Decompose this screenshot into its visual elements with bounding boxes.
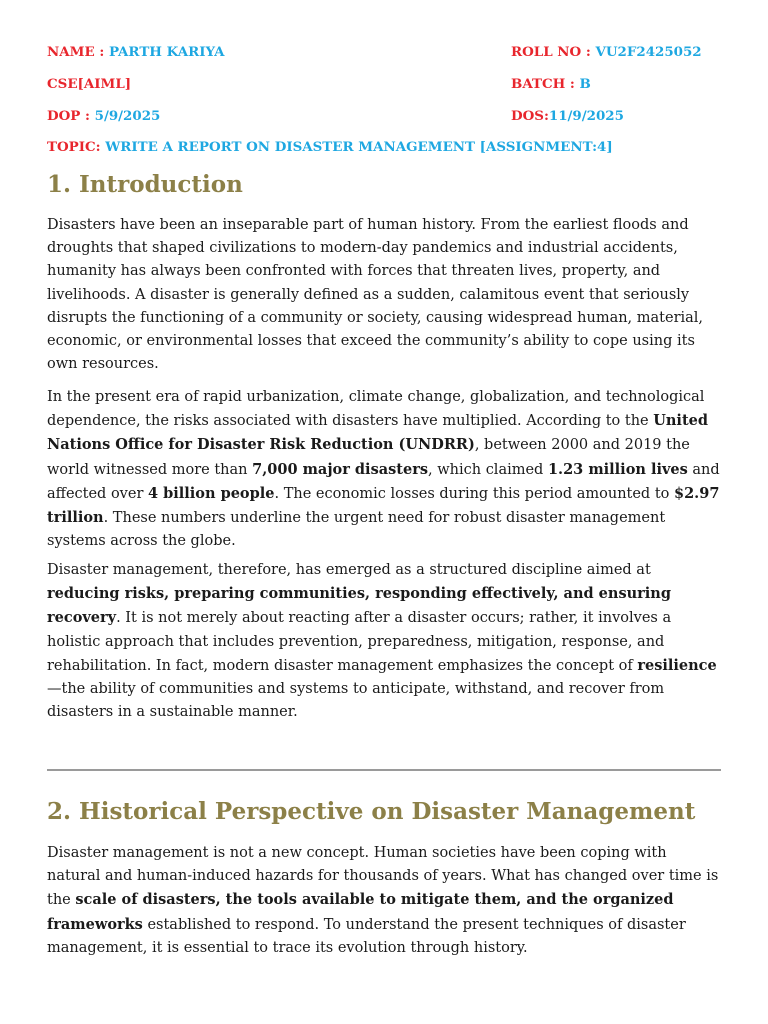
section-divider (47, 769, 721, 771)
resilience-emphasis: resilience (637, 656, 717, 674)
topic-value: WRITE A REPORT ON DISASTER MANAGEMENT [ASSIGNMENT:4] (105, 139, 613, 155)
header-row-topic (47, 137, 723, 157)
name-field: NAME : PARTH KARIYA (47, 44, 225, 60)
name-value: PARTH KARIYA (108, 44, 225, 60)
intro-paragraph-2: In the present era of rapid urbanization, climate change, globalization, and technological dependence, the risks associated with disasters have multiplied. According to the United Nations Office for Disaster Risk Reduction (UNDRR), between 2000 and 2019 the world witnessed more than 7,000 major disasters, which claimed 1.23 million lives and affected over 4 billion people. The economic losses during this period amounted to $2.97 trillion. These numbers underline the urgent need for robust disaster management systems across the globe. (47, 389, 720, 550)
section-1-heading: 1. Introduction (47, 171, 243, 198)
intro-paragraph-1: Disasters have been an inseparable part of human history. From the earliest floods and droughts that shaped civilizations to modern-day pandemics and industrial accidents, humanity has always been confronted with forces that threaten lives, property, and livelihoods. A disaster is generally defined as a sudden, calamitous event that seriously disrupts the functioning of a community or society, causing widespread human, material, economic, or environmental losses that exceed the community’s ability to cope using its own resources. (47, 217, 704, 373)
people-emphasis: 4 billion people (148, 484, 275, 502)
dop-field: DOP : 5/9/2025 (47, 108, 161, 124)
batch-value: B (579, 76, 591, 92)
dop-label: DOP (47, 108, 81, 124)
dos-field (511, 106, 624, 126)
header-row-branch (47, 74, 723, 94)
roll-field: ROLL NO : VU2F2425052 (511, 44, 702, 60)
branch-label: CSE[AIML] (47, 76, 132, 92)
dos-label: DOS: (511, 108, 549, 124)
undrr-emphasis: United Nations Office for Disaster Risk Reduction (UNDRR) (47, 412, 709, 454)
header-row-name (47, 42, 723, 62)
batch-label: BATCH (511, 76, 566, 92)
intro-paragraph-3: Disaster management, therefore, has emerged as a structured discipline aimed at reducing risks, preparing communities, responding effectively, and ensuring recovery. It is not merely about reacting after a disaster occurs; rather, it involves a holistic approach that includes prevention, preparedness, mitigation, response, and rehabilitation. In fact, modern disaster management emphasizes the concept of resilience—the ability of communities and systems to anticipate, withstand, and recover from disasters in a sustainable manner. (47, 562, 717, 721)
history-paragraph-1: Disaster management is not a new concept. Human societies have been coping with natural and human-induced hazards for thousands of years. What has changed over time is the scale of disasters, the tools available to mitigate them, and the organized frameworks established to respond. To understand the present techniques of disaster management, it is essential to trace its evolution through history. (47, 845, 719, 956)
dop-value: 5/9/2025 (94, 108, 161, 124)
topic-label: TOPIC: (47, 139, 101, 155)
scale-emphasis: scale of disasters, the tools available to mitigate them, and the organized frameworks (47, 891, 674, 933)
lives-emphasis: 1.23 million lives (547, 460, 688, 478)
roll-label: ROLL NO (511, 44, 582, 60)
header-row-dates (47, 106, 723, 126)
batch-field: BATCH : B (511, 76, 591, 92)
goals-emphasis: reducing risks, preparing communities, responding effectively, and ensuring recovery (47, 585, 671, 627)
dos-value: 11/9/2025 (548, 108, 624, 124)
losses-emphasis: $2.97 trillion (47, 484, 720, 527)
section-2-heading: 2. Historical Perspective on Disaster Management (47, 798, 696, 825)
disasters-count-emphasis: 7,000 major disasters (252, 460, 429, 478)
name-label: NAME (47, 44, 95, 60)
roll-value: VU2F2425052 (595, 44, 702, 60)
